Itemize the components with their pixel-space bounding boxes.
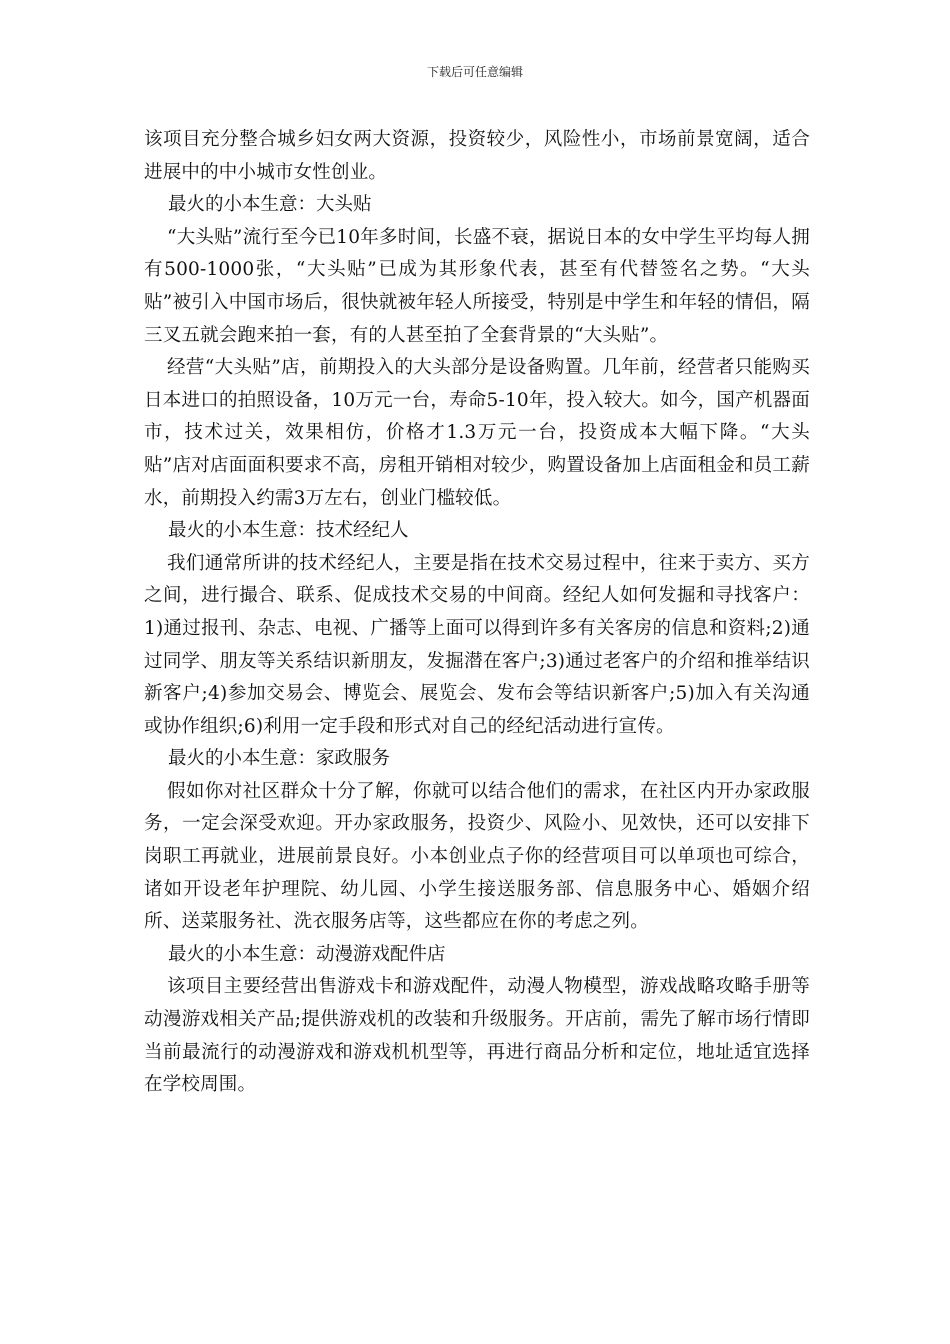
section-heading-housekeeping: 最火的小本生意：家政服务: [168, 748, 391, 770]
document-body: [144, 124, 810, 1102]
paragraph: 经营“大头贴”店，前期投入的大头部分是设备购置。几年前，经营者只能购买日本进口的拍照设备，10万元一台，寿命5-10年，投入较大。如今，国产机器面市，技术过关，效果相仿，价格才1.3万元一台，投资成本大幅下降。“大头贴”店对店面面积要求不高，房租开销相对较少，购置设备加上店面租金和员工薪水，前期投入约需3万左右，创业门槛较低。: [144, 357, 810, 509]
section-heading-tech-broker: 最火的小本生意：技术经纪人: [168, 520, 409, 542]
section-heading-anime-game-shop: 最火的小本生意：动漫游戏配件店: [168, 943, 446, 965]
paragraph: 假如你对社区群众十分了解，你就可以结合他们的需求，在社区内开办家政服务，一定会深受欢迎。开办家政服务，投资少、风险小、见效快，还可以安排下岗职工再就业，进展前景良好。小本创业点子你的经营项目可以单项也可综合，诸如开设老年护理院、幼儿园、小学生接送服务部、信息服务中心、婚姻介绍所、送菜服务社、洗衣服务店等，这些都应在你的考虑之列。: [144, 780, 810, 933]
paragraph: “大头贴”流行至今已10年多时间，长盛不衰，据说日本的女中学生平均每人拥有500-1000张，“大头贴”已成为其形象代表，甚至有代替签名之势。“大头贴”被引入中国市场后，很快就被年轻人所接受，特别是中学生和年轻的情侣，隔三叉五就会跑来拍一套，有的人甚至拍了全套背景的“大头贴”。: [144, 226, 810, 346]
page-header: 下载后可任意编辑: [426, 65, 523, 79]
section-heading-photo-sticker: 最火的小本生意：大头贴: [168, 194, 372, 216]
intro-paragraph: 该项目充分整合城乡妇女两大资源，投资较少，风险性小，市场前景宽阔，适合进展中的中小城市女性创业。: [144, 129, 810, 183]
paragraph: 我们通常所讲的技术经纪人，主要是指在技术交易过程中，往来于卖方、买方之间，进行撮合、联系、促成技术交易的中间商。经纪人如何发掘和寻找客户：1)通过报刊、杂志、电视、广播等上面可以得到许多有关客房的信息和资料;2)通过同学、朋友等关系结识新朋友，发掘潜在客户;3)通过老客户的介绍和推举结识新客户;4)参加交易会、博览会、展览会、发布会等结识新客户;5)加入有关沟通或协作组织;6)利用一定手段和形式对自己的经纪活动进行宣传。: [144, 552, 810, 737]
paragraph: 该项目主要经营出售游戏卡和游戏配件，动漫人物模型，游戏战略攻略手册等动漫游戏相关产品;提供游戏机的改装和升级服务。开店前，需先了解市场行情即当前最流行的动漫游戏和游戏机机型等，再进行商品分析和定位，地址适宜选择在学校周围。: [144, 976, 810, 1096]
